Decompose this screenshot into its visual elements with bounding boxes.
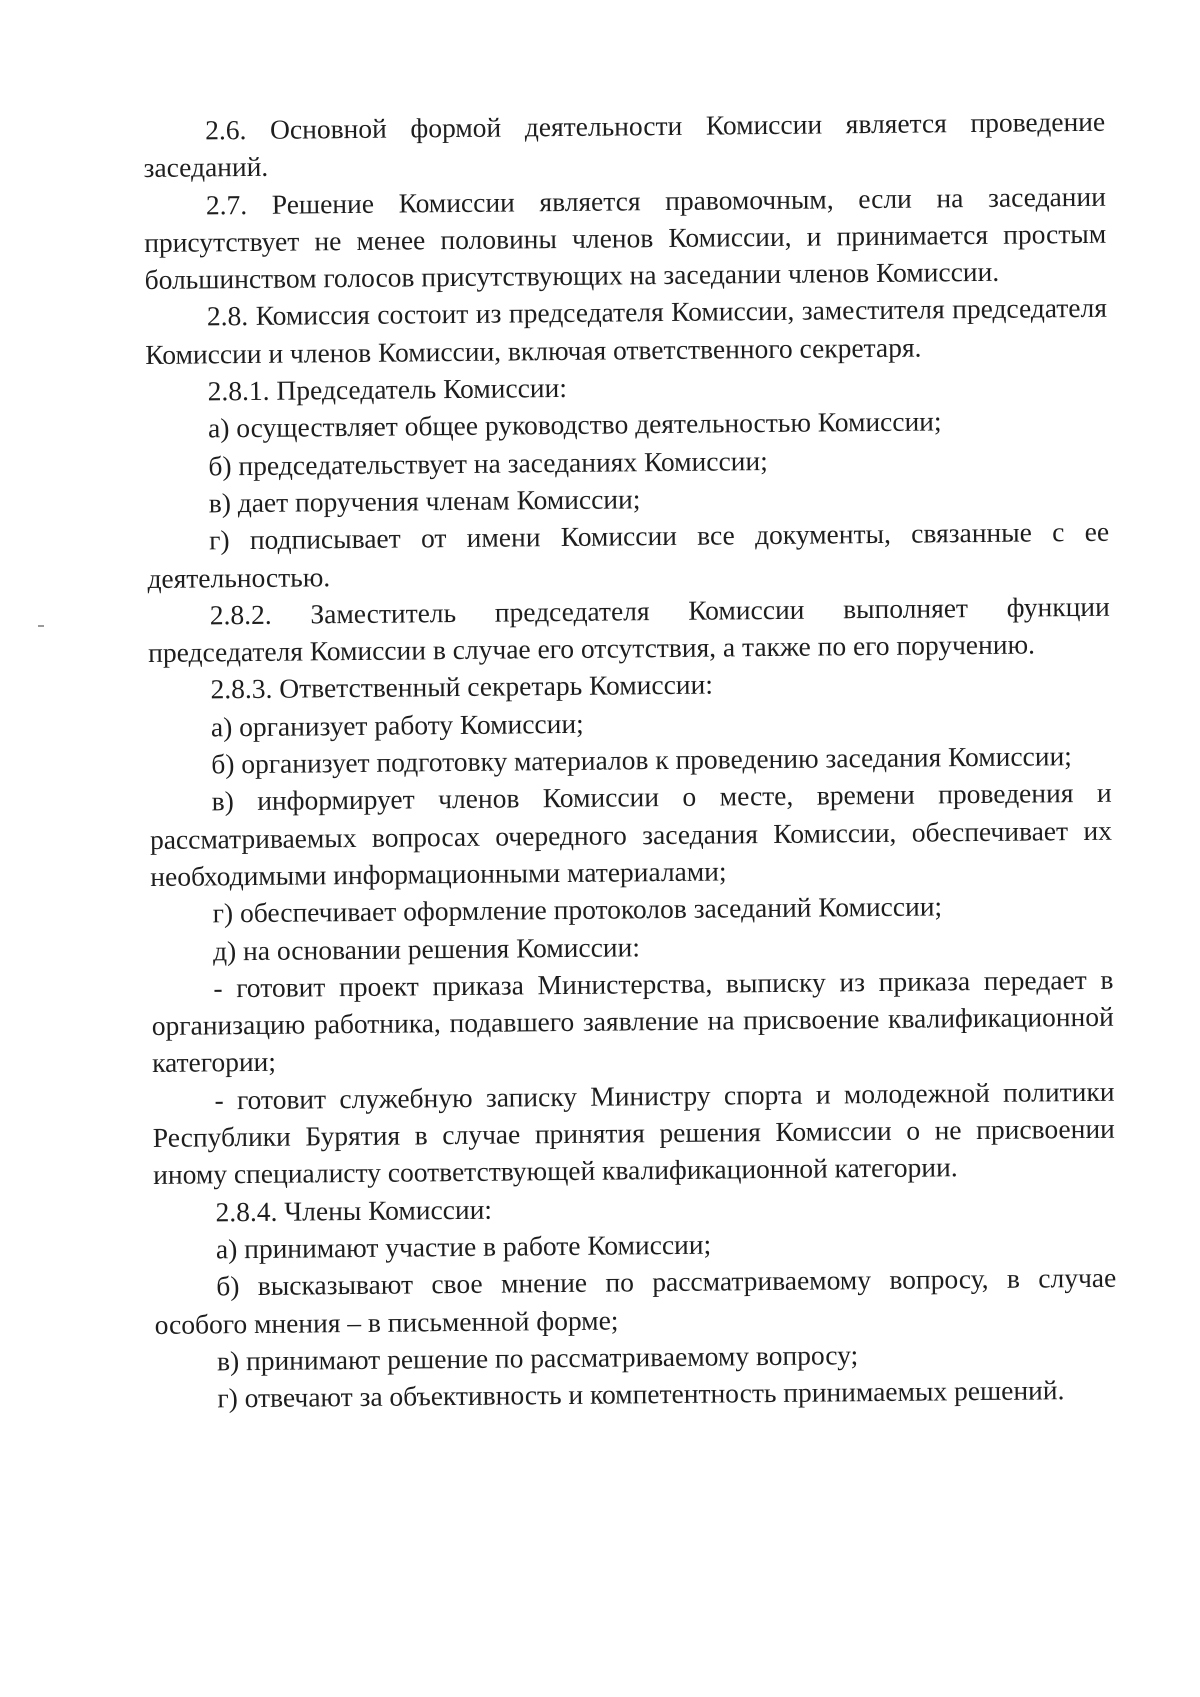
paragraph-2-8-3-item-g: г) обеспечивает оформление протоколов заседаний Комиссии; [212, 890, 943, 929]
paragraph-2-8-3-item-d-bullet-1: - готовит проект приказа Министерства, выписку из приказа передает в организацию работника, подавшего заявление на присвоение квалификационной категории; [151, 963, 1114, 1079]
paragraph-2-8-1-heading: 2.8.1. Председатель Комиссии: [207, 372, 568, 407]
paragraph-2-8-4-item-v: в) принимают решение по рассматриваемому вопросу; [216, 1338, 859, 1377]
paragraph-2-7: 2.7. Решение Комиссии является правомочным, если на заседании присутствует не менее половины членов Комиссии, и принимается простым большинством голосов присутствующих на заседании членов Комиссии. [144, 180, 1107, 296]
paragraph-2-8-4-item-a: а) принимают участие в работе Комиссии; [215, 1228, 712, 1265]
paragraph-2-8-1-item-b: б) председательствует на заседаниях Комиссии; [208, 444, 768, 482]
paragraph-2-8: 2.8. Комиссия состоит из председателя Комиссии, заместителя председателя Комиссии и членов Комиссии, включая ответственного секретаря. [145, 292, 1108, 370]
paragraph-2-8-3-item-b: б) организует подготовку материалов к проведению заседания Комиссии; [211, 740, 1072, 780]
document-body [143, 103, 1117, 1418]
paragraph-2-8-4-item-b: б) высказывают свое мнение по рассматриваемому вопросу, в случае особого мнения – в письменной форме; [154, 1261, 1117, 1340]
paragraph-2-8-1-item-a: а) осуществляет общее руководство деятельностью Комиссии; [207, 405, 942, 444]
paragraph-2-8-3-heading: 2.8.3. Ответственный секретарь Комиссии: [210, 669, 714, 705]
paragraph-2-8-3-item-a: а) организует работу Комиссии; [210, 707, 584, 743]
paragraph-2-8-3-item-d-bullet-2: - готовит служебную записку Министру спорта и молодежной политики Республики Бурятия в случае принятия решения Комиссии о не присвоении иному специалисту соответствующей квалификационной категории. [152, 1075, 1115, 1191]
paragraph-2-6: 2.6. Основной формой деятельности Комиссии является проведение заседаний. [143, 105, 1106, 184]
paragraph-2-8-1-item-g: г) подписывает от имени Комиссии все документы, связанные с ее деятельностью. [147, 516, 1110, 594]
paragraph-2-8-3-item-v: в) информирует членов Комиссии о месте, времени проведения и рассматриваемых вопросах очередного заседания Комиссии, обеспечивает их необходимыми информационными материалами; [149, 777, 1113, 892]
paragraph-2-8-2: 2.8.2. Заместитель председателя Комиссии выполняет функции председателя Комиссии в случае его отсутствия, а также по его поручению. [148, 590, 1110, 669]
paragraph-2-8-3-item-d: д) на основании решения Комиссии: [212, 930, 641, 966]
paragraph-2-8-1-item-v: в) дает поручения членам Комиссии; [208, 483, 641, 519]
paragraph-2-8-4-heading: 2.8.4. Члены Комиссии: [215, 1193, 493, 1227]
paragraph-2-8-4-item-g: г) отвечают за объективность и компетентность принимаемых решений. [217, 1374, 1065, 1414]
scan-artifact-mark [38, 625, 44, 627]
